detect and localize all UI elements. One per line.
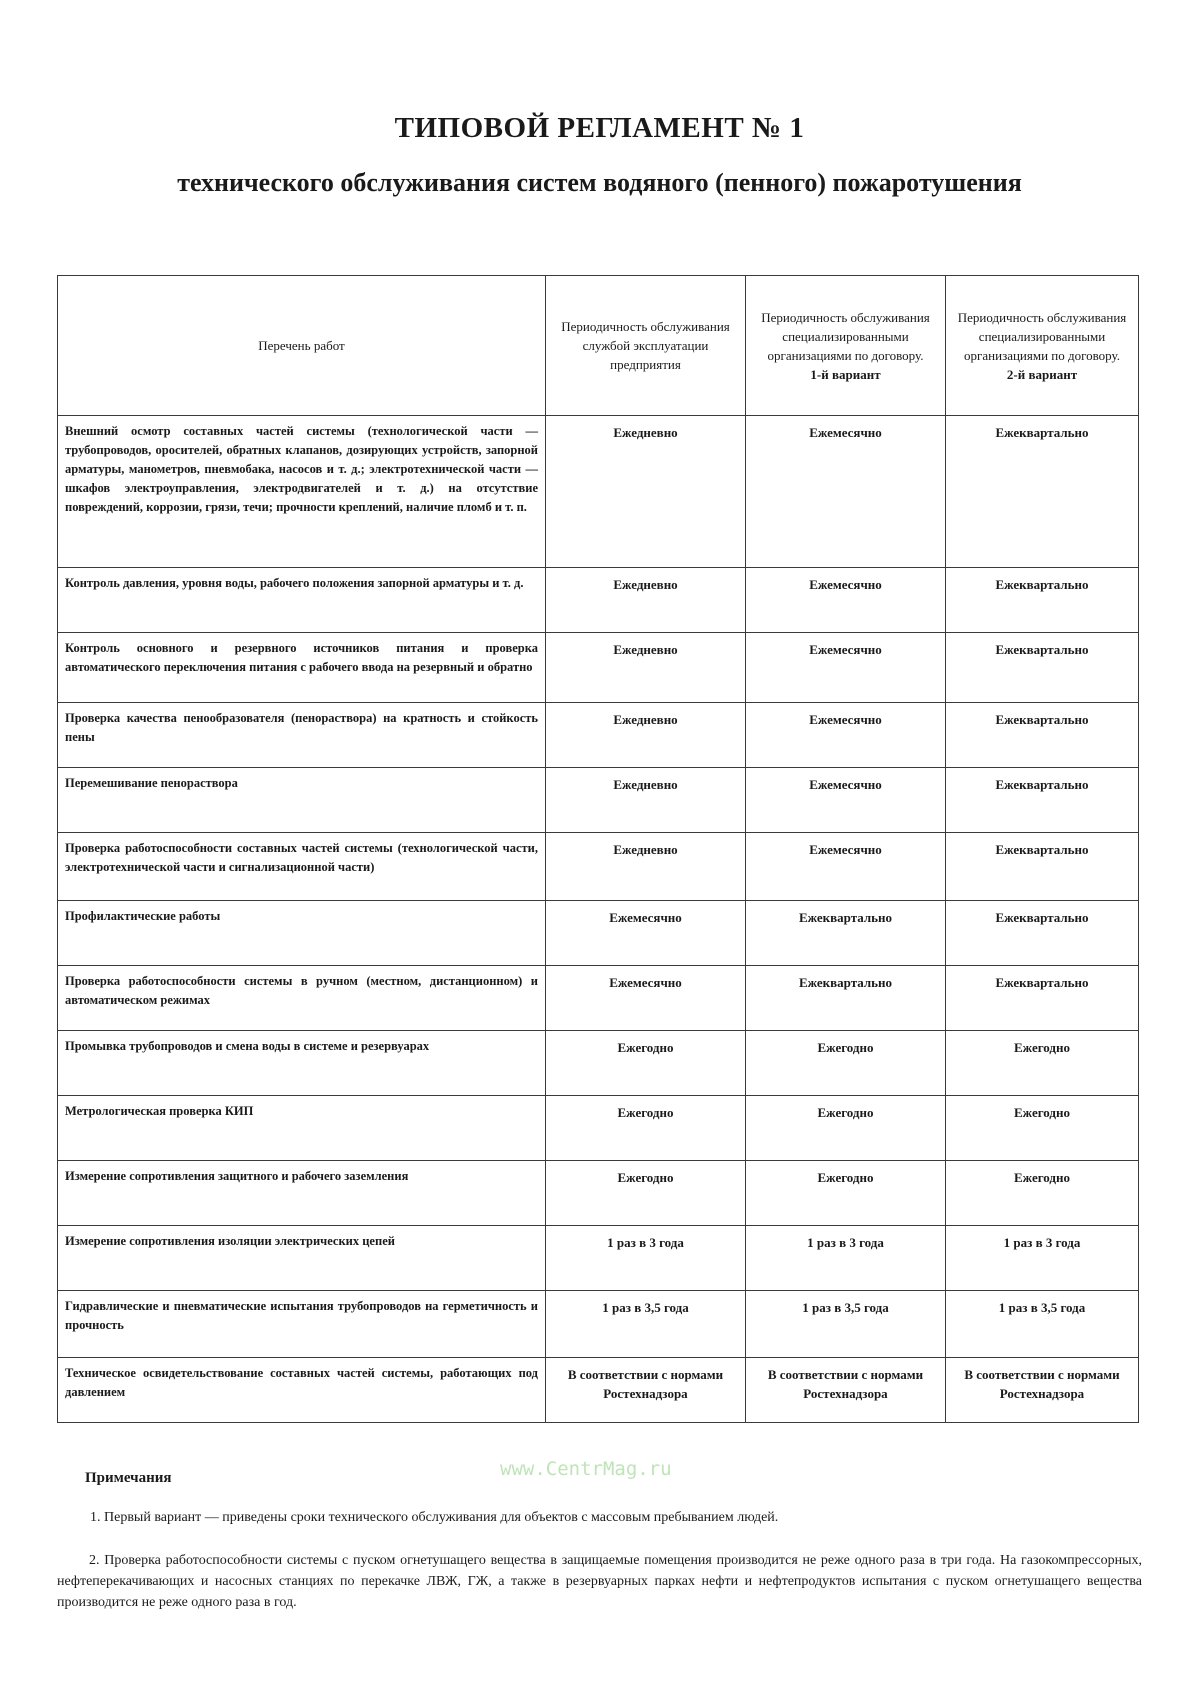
- variant-1-period-cell: 1 раз в 3,5 года: [746, 1291, 946, 1358]
- service-period-cell: Ежедневно: [546, 703, 746, 768]
- table-row: [58, 1161, 1139, 1226]
- work-cell: Проверка работоспособности составных частей системы (технологической части, электротехнической части и сигнализационной части): [58, 833, 546, 901]
- regulation-table: [57, 275, 1139, 1423]
- variant-1-period-cell: Ежегодно: [746, 1031, 946, 1096]
- work-cell: Гидравлические и пневматические испытания трубопроводов на герметичность и прочность: [58, 1291, 546, 1358]
- variant-2-period-cell: Ежеквартально: [946, 633, 1139, 703]
- table-row: [58, 833, 1139, 901]
- table-header-row: [58, 276, 1139, 416]
- variant-1-period-cell: 1 раз в 3 года: [746, 1226, 946, 1291]
- note-2: 2. Проверка работоспособности системы с пуском огнетушащего вещества в защищаемые помещения производится не реже одного раза в три года. На газокомпрессорных, нефтеперекачивающих и насосных станциях по перекачке ЛВЖ, ГЖ, а также в резервуарных парках нефти и нефтепродуктов испытания с пуском огнетушащего вещества производится не реже одного раза в год.: [57, 1553, 1142, 1610]
- variant-1-period-cell: Ежемесячно: [746, 633, 946, 703]
- variant-2-period-cell: Ежеквартально: [946, 568, 1139, 633]
- work-cell: Промывка трубопроводов и смена воды в системе и резервуарах: [58, 1031, 546, 1096]
- service-period-cell: Ежедневно: [546, 568, 746, 633]
- service-period-cell: В соответствии с нормами Ростехнадзора: [546, 1358, 746, 1423]
- table-row: [58, 1226, 1139, 1291]
- service-period-cell: Ежегодно: [546, 1031, 746, 1096]
- variant-1-period-cell: Ежемесячно: [746, 768, 946, 833]
- table-row: [58, 901, 1139, 966]
- watermark: www.CentrMag.ru: [500, 1458, 672, 1480]
- header-variant-2-label: Периодичность обслуживания специализированными организациями по договору.: [957, 309, 1127, 363]
- service-period-cell: Ежемесячно: [546, 901, 746, 966]
- variant-2-period-cell: Ежегодно: [946, 1031, 1139, 1096]
- work-cell: Перемешивание пенораствора: [58, 768, 546, 833]
- table-row: [58, 1096, 1139, 1161]
- variant-2-period-cell: Ежеквартально: [946, 901, 1139, 966]
- variant-2-period-cell: Ежеквартально: [946, 703, 1139, 768]
- header-variant-1: [746, 276, 946, 416]
- header-variant-2-number: 2-й вариант: [1006, 366, 1078, 382]
- work-cell: Контроль давления, уровня воды, рабочего положения запорной арматуры и т. д.: [58, 568, 546, 633]
- work-cell: Контроль основного и резервного источников питания и проверка автоматического переключения питания с рабочего ввода на резервный и обратно: [58, 633, 546, 703]
- note-1: 1. Первый вариант — приведены сроки технического обслуживания для объектов с массовым пребыванием людей.: [90, 1510, 779, 1525]
- notes-heading: Примечания: [85, 1470, 172, 1486]
- table-row: [58, 966, 1139, 1031]
- variant-2-period-cell: Ежегодно: [946, 1161, 1139, 1226]
- service-period-cell: Ежегодно: [546, 1096, 746, 1161]
- work-cell: Метрологическая проверка КИП: [58, 1096, 546, 1161]
- header-service-label: Периодичность обслуживания службой эксплуатации предприятия: [561, 319, 730, 372]
- variant-2-period-cell: 1 раз в 3,5 года: [946, 1291, 1139, 1358]
- variant-1-period-cell: В соответствии с нормами Ростехнадзора: [746, 1358, 946, 1423]
- header-variant-2: [946, 276, 1139, 416]
- work-cell: Проверка работоспособности системы в ручном (местном, дистанционном) и автоматическом режимах: [58, 966, 546, 1031]
- service-period-cell: Ежедневно: [546, 416, 746, 568]
- header-variant-1-number: 1-й вариант: [810, 366, 881, 382]
- service-period-cell: Ежедневно: [546, 768, 746, 833]
- table-row: [58, 703, 1139, 768]
- work-cell: Проверка качества пенообразователя (пенораствора) на кратность и стойкость пены: [58, 703, 546, 768]
- variant-2-period-cell: Ежегодно: [946, 1096, 1139, 1161]
- variant-1-period-cell: Ежеквартально: [746, 966, 946, 1031]
- variant-2-period-cell: Ежеквартально: [946, 966, 1139, 1031]
- table-row: [58, 633, 1139, 703]
- service-period-cell: Ежегодно: [546, 1161, 746, 1226]
- header-variant-1-label: Периодичность обслуживания специализированными организациями по договору.: [761, 309, 930, 363]
- variant-1-period-cell: Ежегодно: [746, 1161, 946, 1226]
- table-row: [58, 1291, 1139, 1358]
- work-cell: Техническое освидетельствование составных частей системы, работающих под давлением: [58, 1358, 546, 1423]
- service-period-cell: 1 раз в 3,5 года: [546, 1291, 746, 1358]
- service-period-cell: Ежемесячно: [546, 966, 746, 1031]
- service-period-cell: Ежедневно: [546, 833, 746, 901]
- variant-2-period-cell: Ежеквартально: [946, 768, 1139, 833]
- variant-1-period-cell: Ежеквартально: [746, 901, 946, 966]
- variant-1-period-cell: Ежемесячно: [746, 703, 946, 768]
- service-period-cell: 1 раз в 3 года: [546, 1226, 746, 1291]
- variant-1-period-cell: Ежемесячно: [746, 568, 946, 633]
- header-service: [546, 276, 746, 416]
- variant-1-period-cell: Ежемесячно: [746, 833, 946, 901]
- work-cell: Измерение сопротивления защитного и рабочего заземления: [58, 1161, 546, 1226]
- variant-1-period-cell: Ежегодно: [746, 1096, 946, 1161]
- variant-2-period-cell: В соответствии с нормами Ростехнадзора: [946, 1358, 1139, 1423]
- service-period-cell: Ежедневно: [546, 633, 746, 703]
- table-row: [58, 568, 1139, 633]
- header-works: Перечень работ: [58, 276, 546, 416]
- table-row: [58, 416, 1139, 568]
- work-cell: Внешний осмотр составных частей системы (технологической части — трубопроводов, оросителей, обратных клапанов, дозирующих устройств, запорной арматуры, манометров, пневмобака, насосов и т. д.; электротехнической части — шкафов электроуправления, электродвигателей и т. д.) на отсутствие повреждений, коррозии, грязи, течи; прочности креплений, наличие пломб и т. п.: [58, 416, 546, 568]
- variant-2-period-cell: Ежеквартально: [946, 833, 1139, 901]
- table-row: [58, 1031, 1139, 1096]
- work-cell: Профилактические работы: [58, 901, 546, 966]
- variant-2-period-cell: 1 раз в 3 года: [946, 1226, 1139, 1291]
- work-cell: Измерение сопротивления изоляции электрических цепей: [58, 1226, 546, 1291]
- variant-2-period-cell: Ежеквартально: [946, 416, 1139, 568]
- table-row: [58, 768, 1139, 833]
- table-row: [58, 1358, 1139, 1423]
- document-subtitle: технического обслуживания систем водяного (пенного) пожаротушения: [177, 168, 1022, 197]
- document-title: ТИПОВОЙ РЕГЛАМЕНТ № 1: [394, 112, 805, 144]
- variant-1-period-cell: Ежемесячно: [746, 416, 946, 568]
